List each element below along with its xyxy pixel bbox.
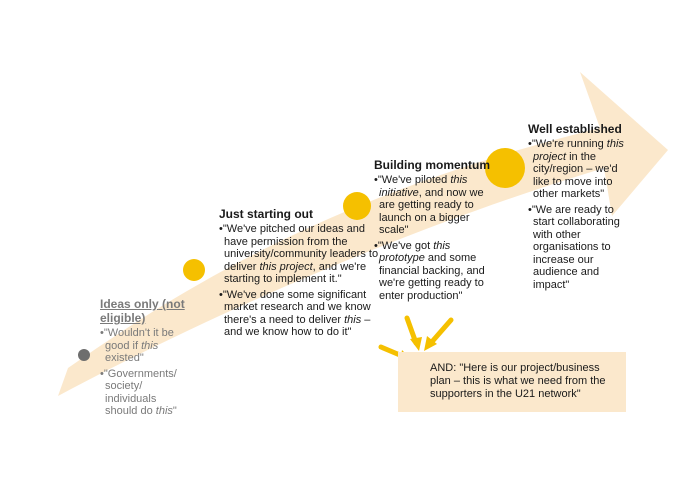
arrow-icon: [424, 320, 451, 351]
and-box: [398, 352, 626, 412]
stage-title: Just starting out: [219, 207, 314, 221]
stage-well-established: [528, 122, 628, 294]
and-box-text: AND: "Here is our project/business plan – this is what we need from the supporters in the U21 network": [430, 362, 606, 400]
stage-bullet: • "Wouldn't it be good if this existed": [100, 327, 190, 365]
stage-bullet: • "Governments/ society/ individuals should do this": [100, 368, 190, 418]
stage-building-momentum: [374, 158, 496, 305]
stage-title: [100, 297, 190, 325]
milestone-circle-starting: [183, 259, 205, 281]
stage-title-suffix: (not eligible): [100, 297, 185, 325]
stage-title-text: Ideas only: [100, 297, 159, 311]
stage-bullet: • "We are ready to start collaborating with other organisations to increase our audience and impact": [528, 204, 628, 292]
milestone-circle-ideas: [78, 349, 90, 361]
stage-bullet: • "We've got this prototype and some financial backing, and we're getting ready to enter production": [374, 240, 496, 303]
arrow-icon: [407, 318, 422, 351]
stage-bullet: • "We've pitched our ideas and have permission from the university/community leaders to deliver this project, and we're starting to implement it.": [219, 223, 379, 286]
stage-ideas-only: [100, 297, 190, 421]
stage-bullet: • "We're running this project in the city/region – we'd like to move into other markets": [528, 138, 628, 201]
stage-bullet: • "We've piloted this initiative, and now we are getting ready to launch on a bigger scale": [374, 174, 496, 237]
stage-title: Well established: [528, 122, 622, 136]
stage-just-starting-out: [219, 207, 379, 342]
stage-title: Building momentum: [374, 158, 490, 172]
stage-bullet: • "We've done some significant market research and we know there's a need to deliver this – and we know how to do it": [219, 289, 379, 339]
